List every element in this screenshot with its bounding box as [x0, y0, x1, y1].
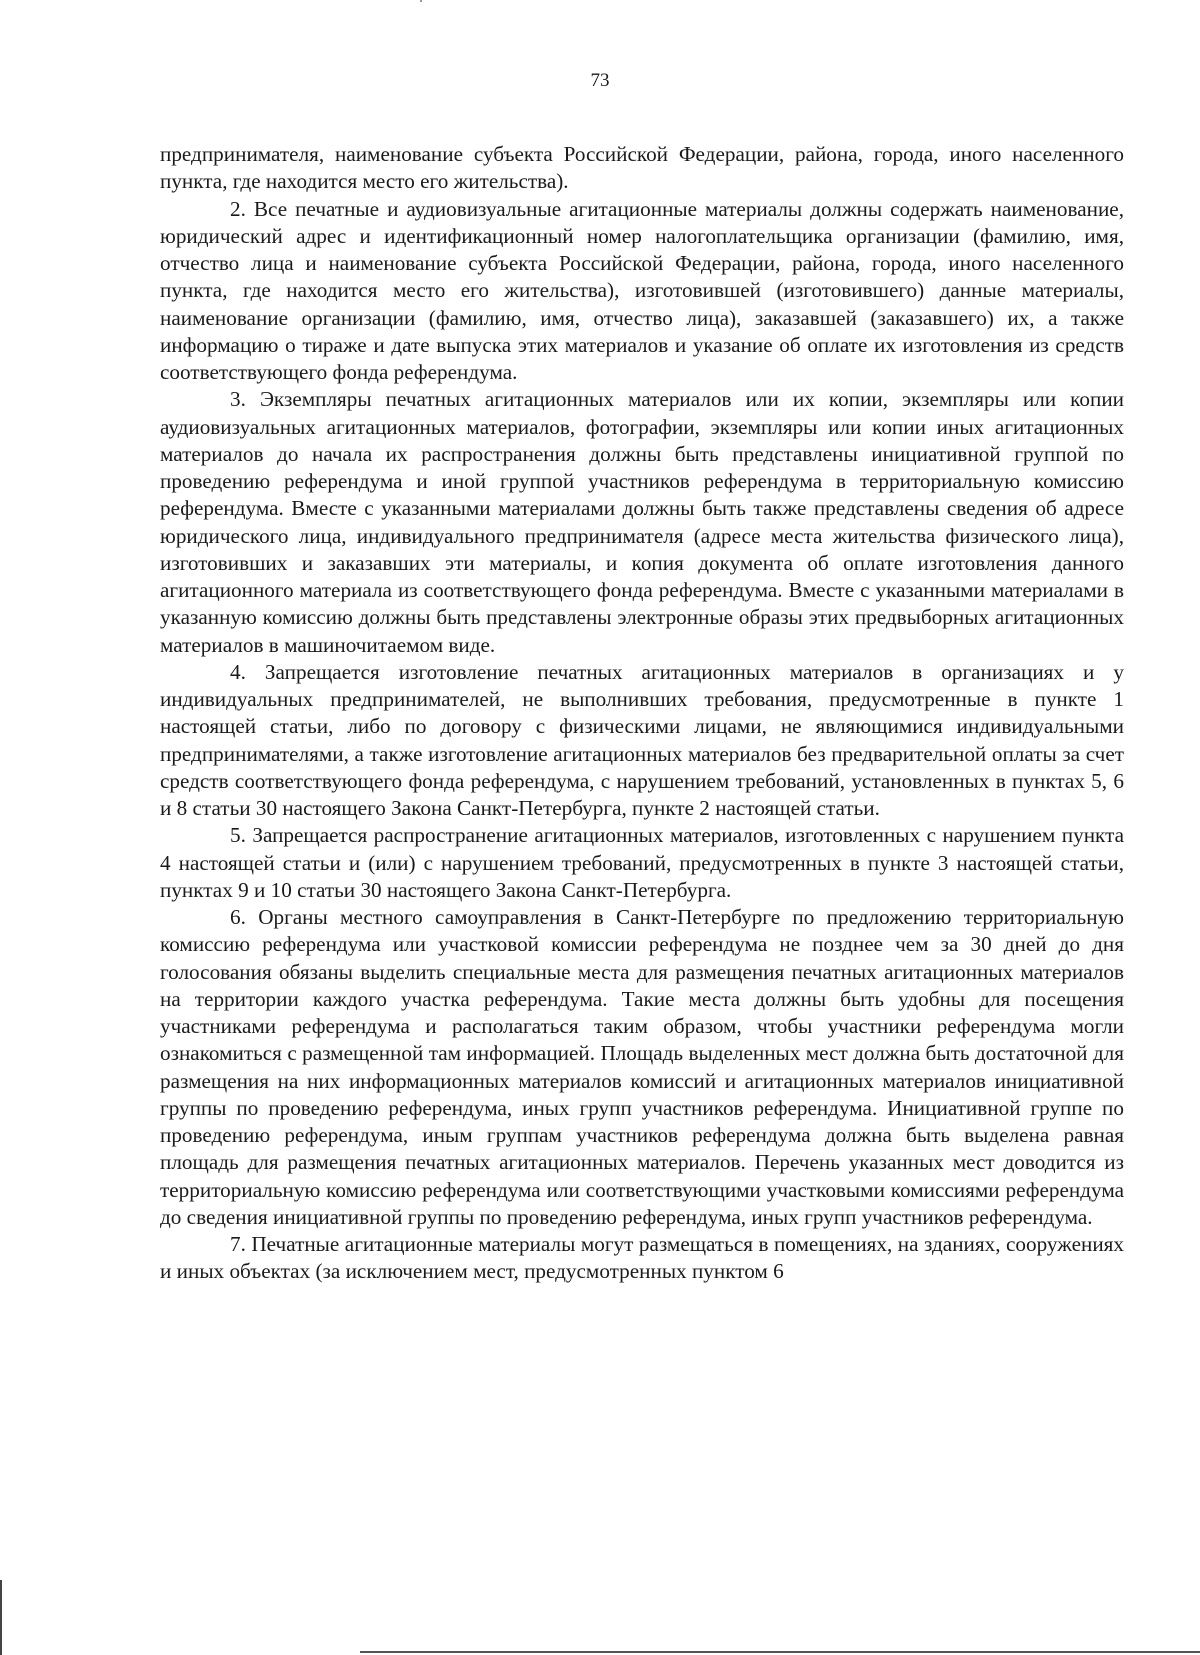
- scan-artifact-top: [420, 0, 422, 2]
- paragraph-item-3: 3. Экземпляры печатных агитационных материалов или их копии, экземпляры или копии аудиовизуальных агитационных материалов, фотографии, экземпляры или копии иных агитационных материалов до начала их распространения должны быть представлены инициативной группой по проведению референдума и иной группой участников референдума в территориальную комиссию референдума. Вместе с указанными материалами должны быть также представлены сведения об адресе юридического лица, индивидуального предпринимателя (адресе места жительства физического лица), изготовивших и заказавших эти материалы, и копия документа об оплате изготовления данного агитационного материала из соответствующего фонда референдума. Вместе с указанными материалами в указанную комиссию должны быть представлены электронные образы этих предвыборных агитационных материалов в машиночитаемом виде.: [160, 387, 1124, 657]
- paragraph-item-7: 7. Печатные агитационные материалы могут размещаться в помещениях, на зданиях, сооружениях и иных объектах (за исключением мест, предусмотренных пунктом 6: [160, 1232, 1124, 1284]
- paragraph-item-6: 6. Органы местного самоуправления в Санкт-Петербурге по предложению территориальную комиссию референдума или участковой комиссии референдума не позднее чем за 30 дней до дня голосования обязаны выделить специальные места для размещения печатных агитационных материалов на территории каждого участка референдума. Такие места должны быть удобны для посещения участниками референдума и располагаться таким образом, чтобы участники референдума могли ознакомиться с размещенной там информацией. Площадь выделенных мест должна быть достаточной для размещения на них информационных материалов комиссий и агитационных материалов инициативной группы по проведению референдума, иных групп участников референдума. Инициативной группе по проведению референдума, иным группам участников референдума должна быть выделена равная площадь для размещения печатных агитационных материалов. Перечень указанных мест доводится из территориальную комиссию референдума или соответствующими участковыми комиссиями референдума до сведения инициативной группы по проведению референдума, иных групп участников референдума.: [160, 905, 1124, 1229]
- paragraph-continuation: предпринимателя, наименование субъекта Российской Федерации, района, города, иного населенного пункта, где находится место его жительства).: [160, 142, 1124, 194]
- scan-artifact-left: [0, 1580, 2, 1655]
- paragraph-item-5: 5. Запрещается распространение агитационных материалов, изготовленных с нарушением пункта 4 настоящей статьи и (или) с нарушением требований, предусмотренных в пункте 3 настоящей статьи, пунктах 9 и 10 статьи 30 настоящего Закона Санкт-Петербурга.: [160, 823, 1124, 902]
- paragraph-item-2: 2. Все печатные и аудиовизуальные агитационные материалы должны содержать наименование, юридический адрес и идентификационный номер налогоплательщика организации (фамилию, имя, отчество лица и наименование субъекта Российской Федерации, района, города, иного населенного пункта, где находится место его жительства), изготовившей (изготовившего) данные материалы, наименование организации (фамилию, имя, отчество лица), заказавшей (заказавшего) их, а также информацию о тираже и дате выпуска этих материалов и указание об оплате их изготовления из средств соответствующего фонда референдума.: [160, 196, 1124, 384]
- document-body: [160, 141, 1124, 1286]
- paragraph-item-4: 4. Запрещается изготовление печатных агитационных материалов в организациях и у индивидуальных предпринимателей, не выполнивших требования, предусмотренные в пункте 1 настоящей статьи, либо по договору с физическими лицами, не являющимися индивидуальными предпринимателями, а также изготовление агитационных материалов без предварительной оплаты за счет средств соответствующего фонда референдума, с нарушением требований, установленных в пунктах 5, 6 и 8 статьи 30 настоящего Закона Санкт-Петербурга, пункте 2 настоящей статьи.: [160, 659, 1124, 820]
- page-number: 73: [590, 70, 610, 91]
- scan-artifact-bottom: [360, 1651, 1200, 1653]
